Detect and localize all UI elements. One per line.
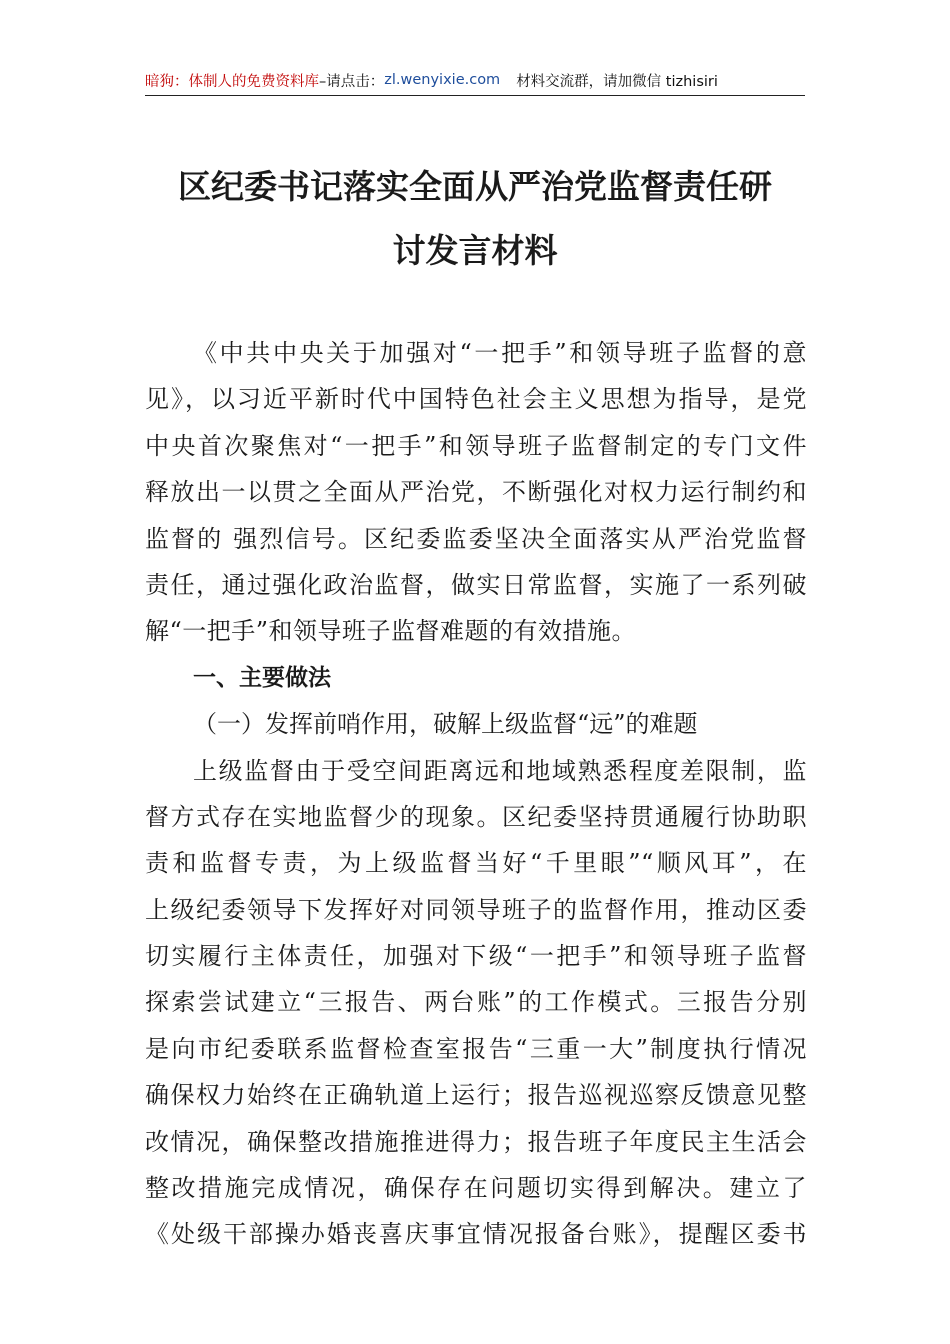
paragraph-line: 上级纪委领导下发挥好对同领导班子的监督作用，推动区委 — [145, 895, 807, 924]
promo-link[interactable]: zl.wenyixie.com — [384, 72, 501, 88]
subsection-heading: （一）发挥前哨作用，破解上级监督“远”的难题 — [193, 710, 698, 739]
paragraph-line: 《处级干部操办婚丧喜庆事宜情况报备台账》，提醒区委书 — [145, 1220, 807, 1249]
intro-line: 《中共中央关于加强对“一把手”和领导班子监督的意 — [193, 339, 807, 367]
header-divider — [145, 95, 805, 96]
title-line-1: 区纪委书记落实全面从严治党监督责任研 — [178, 167, 772, 206]
intro-paragraph — [145, 330, 807, 655]
paragraph-line: 整改措施完成情况，确保存在问题切实得到解决。建立了 — [145, 1174, 807, 1203]
intro-line: 解“一把手”和领导班子监督难题的有效措施。 — [145, 617, 637, 646]
section-heading: 一、主要做法 — [193, 664, 331, 691]
intro-line: 责任，通过强化政治监督，做实日常监督，实施了一系列破 — [145, 570, 807, 599]
promo-prompt: –请点击： — [319, 73, 385, 90]
promo-header — [145, 66, 805, 94]
paragraph-line: 责和监督专责，为上级监督当好“千里眼”“顺风耳”，在 — [145, 849, 807, 878]
paragraph-line: 探索尝试建立“三报告、两台账”的工作模式。三报告分别 — [145, 988, 807, 1017]
body-paragraph — [145, 748, 807, 1258]
title-line-2: 讨发言材料 — [392, 231, 558, 270]
document-title — [145, 155, 805, 283]
paragraph-line: 切实履行主体责任，加强对下级“一把手”和领导班子监督 — [145, 942, 807, 971]
intro-line: 释放出一以贯之全面从严治党，不断强化对权力运行制约和 — [145, 478, 807, 507]
paragraph-line: 确保权力始终在正确轨道上运行；报告巡视巡察反馈意见整 — [145, 1081, 807, 1110]
paragraph-line: 是向市纪委联系监督检查室报告“三重一大”制度执行情况 — [145, 1034, 807, 1063]
paragraph-line: 改情况，确保整改措施推进得力；报告班子年度民主生活会 — [145, 1127, 807, 1156]
promo-wechat: 材料交流群，请加微信 tizhisiri — [516, 73, 718, 90]
intro-line: 中央首次聚焦对“一把手”和领导班子监督制定的专门文件 — [145, 431, 807, 460]
promo-site-name: 暗狗：体制人的免费资料库 — [145, 73, 319, 90]
paragraph-line: 上级监督由于受空间距离远和地域熟悉程度差限制，监 — [193, 756, 807, 785]
document-body — [145, 330, 807, 1258]
intro-line: 监督的 强烈信号。区纪委监委坚决全面落实从严治党监督 — [145, 524, 807, 553]
intro-line: 见》，以习近平新时代中国特色社会主义思想为指导，是党 — [145, 385, 807, 414]
paragraph-line: 督方式存在实地监督少的现象。区纪委坚持贯通履行协助职 — [145, 802, 807, 831]
